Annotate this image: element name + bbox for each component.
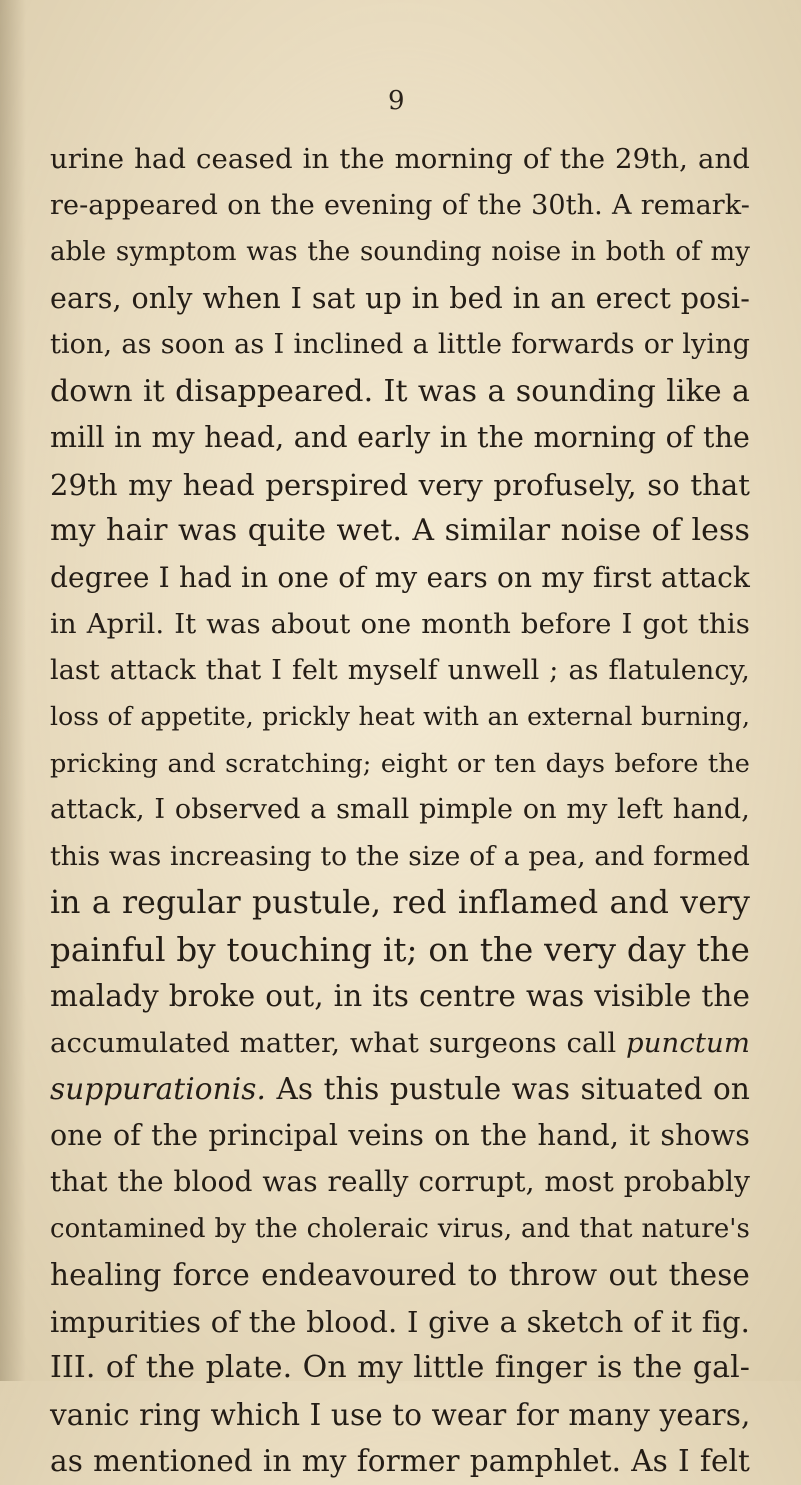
text-run: accumulated matter, what surgeons call bbox=[50, 1026, 627, 1059]
text-line: this was increasing to the size of a pea, and formed bbox=[50, 840, 750, 872]
text-line: malady broke out, in its centre was visible the bbox=[50, 979, 750, 1013]
text-line: pricking and scratching; eight or ten days before the bbox=[50, 748, 750, 779]
text-line: as mentioned in my former pamphlet. As I felt bbox=[50, 1444, 750, 1478]
italic-term: suppurationis. bbox=[50, 1072, 266, 1106]
text-line bbox=[50, 1066, 750, 1113]
text-line: in April. It was about one month before I got this bbox=[50, 608, 750, 640]
text-line: painful by touching it; on the very day the bbox=[50, 930, 750, 969]
text-line: ears, only when I sat up in bed in an erect posi- bbox=[50, 281, 750, 315]
text-line: in a regular pustule, red inflamed and very bbox=[50, 885, 750, 921]
page-gutter-shadow bbox=[0, 0, 26, 1381]
text-line: able symptom was the sounding noise in both of my bbox=[50, 237, 750, 267]
italic-term: punctum bbox=[626, 1026, 750, 1059]
text-line: tion, as soon as I inclined a little forwards or lying bbox=[50, 329, 750, 360]
text-line: vanic ring which I use to wear for many years, bbox=[50, 1397, 751, 1432]
page-number: 9 bbox=[388, 86, 405, 116]
text-line: 29th my head perspired very profusely, so that bbox=[50, 467, 750, 502]
text-line: one of the principal veins on the hand, it shows bbox=[50, 1118, 750, 1152]
text-line: re-appeared on the evening of the 30th. A remark- bbox=[50, 189, 750, 221]
text-line: urine had ceased in the morning of the 29th, and bbox=[50, 143, 750, 175]
text-line: last attack that I felt myself unwell ; as flatulency, bbox=[50, 654, 750, 686]
text-line: that the blood was really corrupt, most probably bbox=[50, 1165, 750, 1198]
text-line: healing force endeavoured to throw out these bbox=[50, 1258, 750, 1292]
text-line: attack, I observed a small pimple on my left hand, bbox=[50, 794, 750, 825]
text-line: loss of appetite, prickly heat with an external burning, bbox=[50, 702, 750, 731]
text-run: As this pustule was situated on bbox=[266, 1072, 750, 1106]
text-line: degree I had in one of my ears on my first attack bbox=[50, 560, 750, 594]
text-line: impurities of the blood. I give a sketch of it fig. bbox=[50, 1304, 750, 1339]
text-line: down it disappeared. It was a sounding like a bbox=[50, 373, 750, 409]
text-line: III. of the plate. On my little finger is the gal- bbox=[50, 1350, 750, 1385]
text-line bbox=[50, 1020, 750, 1067]
text-line: contamined by the choleraic virus, and that nature's bbox=[50, 1213, 750, 1244]
text-line: mill in my head, and early in the morning of the bbox=[50, 421, 750, 454]
text-line: my hair was quite wet. A similar noise of less bbox=[50, 513, 750, 548]
body-text bbox=[50, 136, 750, 1485]
